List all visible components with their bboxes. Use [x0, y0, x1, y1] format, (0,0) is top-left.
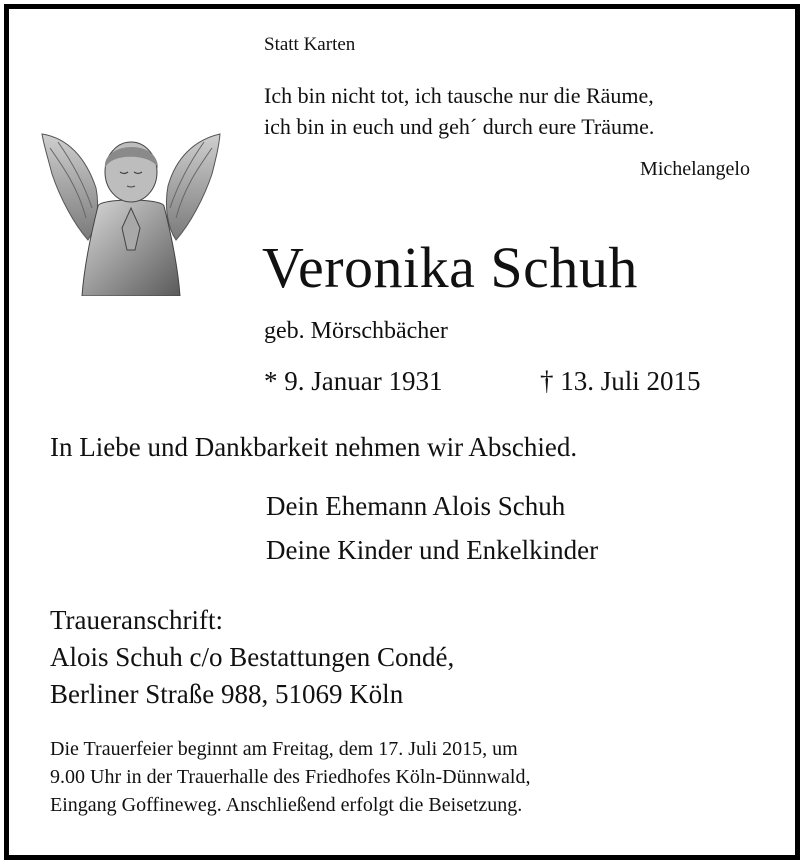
address-line-1: Alois Schuh c/o Bestattungen Condé, — [50, 642, 455, 672]
intro-text: Statt Karten — [264, 34, 356, 55]
praying-angel-icon — [38, 128, 224, 296]
ceremony-line-1: Die Trauerfeier beginnt am Freitag, dem 17. Juli 2015, um — [50, 738, 518, 760]
farewell-text: In Liebe und Dankbarkeit nehmen wir Abschied. — [50, 432, 578, 462]
death-date: † 13. Juli 2015 — [540, 366, 701, 396]
address-label: Traueranschrift: — [50, 605, 223, 635]
address-line-2: Berliner Straße 988, 51069 Köln — [50, 679, 404, 709]
quote-line-1: Ich bin nicht tot, ich tausche nur die Räume, — [264, 83, 654, 108]
mourner-line: Deine Kinder und Enkelkinder — [266, 535, 599, 565]
mourner-line: Dein Ehemann Alois Schuh — [266, 491, 566, 521]
quote-author: Michelangelo — [640, 158, 750, 180]
quote-line-2: ich bin in euch und geh´ durch eure Träume. — [264, 114, 655, 139]
maiden-name: geb. Mörschbächer — [264, 318, 448, 344]
ceremony-line-3: Eingang Goffineweg. Anschließend erfolgt die Beisetzung. — [50, 794, 523, 816]
ceremony-line-2: 9.00 Uhr in der Trauerhalle des Friedhofes Köln-Dünnwald, — [50, 766, 531, 788]
deceased-name: Veronika Schuh — [262, 235, 638, 300]
birth-date: * 9. Januar 1931 — [264, 366, 443, 396]
